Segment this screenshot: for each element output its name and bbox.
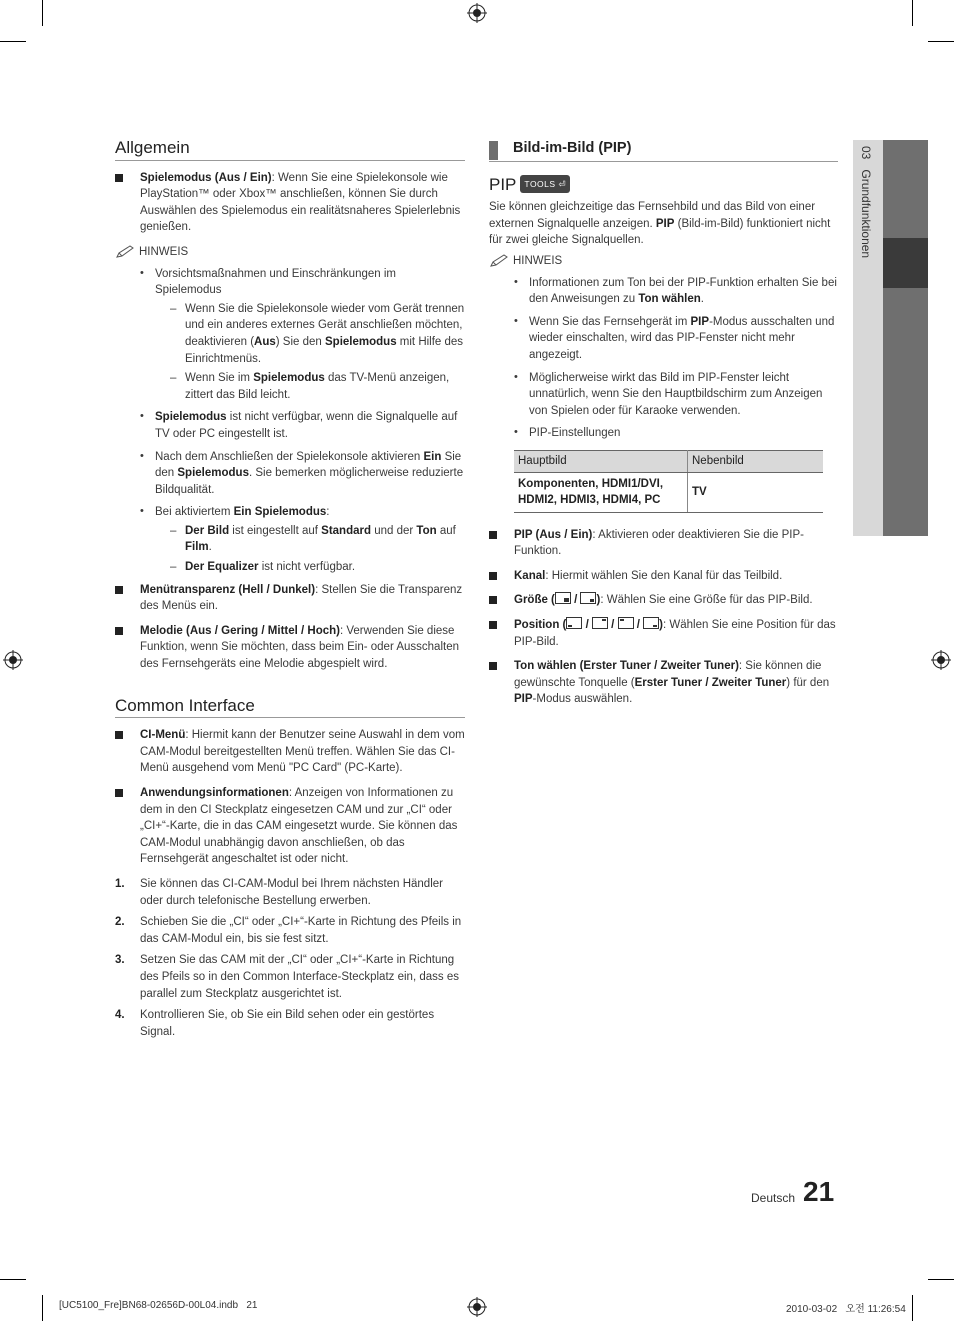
label: Größe ( [514,594,555,607]
label: Melodie (Aus / Gering / Mittel / Hoch) [140,624,340,637]
text: Erster Tuner / Zweiter Tuner [634,676,787,689]
registration-mark-icon [467,1297,487,1317]
text: / [570,594,581,607]
bullet [514,425,838,442]
bullet [140,449,465,499]
pip-position-bottom-left-icon [566,617,582,629]
pip-size-small-icon [555,592,571,604]
step-number: 1. [115,877,125,890]
side-tab [853,140,883,536]
step-text: Sie können das CI-CAM-Modul bei Ihrem nächsten Händler oder durch telefonische Bestellung erwerben. [140,877,443,907]
crop-mark [42,1295,43,1321]
pencil-icon [489,254,509,268]
text: (Bild-im-Bild) funktioniert nicht für zwei gleiche Signalquellen. [489,217,831,247]
crop-mark [928,1279,954,1280]
step [115,1007,465,1040]
label: Spielemodus (Aus / Ein) [140,171,272,184]
crop-mark [0,41,26,42]
table-header: Hauptbild [514,450,688,472]
text: ) für den [786,676,830,689]
step-text: Kontrollieren Sie, ob Sie ein Bild sehen oder ein gestörtes Signal. [140,1009,435,1038]
pip-position-top-left-icon [618,617,634,629]
item-ton-waehlen [489,658,838,708]
label: PIP (Aus / Ein) [514,528,593,541]
text: Der Bild [185,524,230,537]
table-row [514,472,823,512]
print-slug-file: [UC5100_Fre]BN68-02656D-00L04.indb 21 [59,1300,258,1311]
text: Bild-im-Bild (PIP) [513,140,632,156]
table-header: Nebenbild [688,450,824,472]
text: ist eingestellt auf [229,524,322,537]
text: PIP [514,693,533,706]
text: : Anzeigen von Informationen zu dem in den CI Steckplatz eingesetzen CAM und zur „CI“ oder „CI+“-Karte, die in das CAM eingesetzt wurde. Sie können das CAM-Modul unabhängig davon anschließen, ob das Fernsehgerät angeschaltet ist oder nicht. [140,787,458,866]
note-header [489,253,838,270]
pip-size-large-icon [580,592,596,604]
text: Bei aktiviertem [155,506,234,519]
text: PIP [690,315,710,328]
label: Ton wählen (Erster Tuner / Zweiter Tuner) [514,660,739,673]
text: Ein [423,450,442,463]
item-spielemodus [115,170,465,236]
text: ) [659,619,664,632]
bullet [514,314,838,364]
page-number: 21 [803,1176,835,1207]
registration-mark-icon [3,650,23,670]
table-header-row [514,450,823,472]
bullet [140,504,465,575]
bullet [514,370,838,420]
text: : Verwenden Sie diese Funktion, wenn Sie möchten, dass beim Ein- oder Ausschalten des Fernsehgeräts eine Melodie abgespielt wird. [140,624,459,671]
text: Spielemodus [177,467,249,480]
text: Möglicherweise wirkt das Bild im PIP-Fenster leicht unnatürlich, wenn Sie den Hauptbildschirm zum Anzeigen von Spielen oder für Karaoke verwenden. [529,371,823,417]
text: Ton wählen [638,293,701,306]
text: -Modus auswählen. [532,693,633,706]
text: Wenn Sie das Fernsehgerät im [529,315,691,328]
item-menuetransparenz [115,582,465,615]
text: Informationen zum Ton bei der PIP-Funktion erhalten Sie bei den Anweisungen zu [529,276,837,306]
pencil-icon [115,245,135,259]
text: ) [596,594,601,607]
tools-badge [520,175,570,194]
label: Position ( [514,619,567,632]
label: Menütransparenz (Hell / Dunkel) [140,583,316,596]
pip-heading [489,175,838,194]
note-header [115,244,465,261]
dash-item [170,370,465,403]
item-pip [489,527,838,560]
left-column [115,140,465,1045]
text: TOOLS [524,178,556,189]
text: : Stellen Sie die Transparenz des Menüs ein. [140,583,463,613]
text: PIP [655,217,675,230]
text: Aus [254,335,276,348]
bullet [514,275,838,308]
text: PIP-Einstellungen [529,427,621,440]
tools-icon: ⏎ [558,178,567,189]
section-title-pip [489,140,838,162]
text: Spielemodus [253,372,325,385]
note-label: HINWEIS [513,254,563,267]
text: Sie den [155,450,462,480]
pip-position-bottom-right-icon [643,617,659,629]
text: Spielemodus [325,335,397,348]
step-text: Setzen Sie das CAM mit der „CI“ oder „CI+“-Karte in Richtung des Pfeils so in den Common Interface-Steckplatz ein, dass es parallel zum Steckplatz ausgerichtet ist. [140,954,459,1000]
note-label: HINWEIS [139,245,189,258]
step [115,914,465,947]
section-title-allgemein: Allgemein [115,140,465,161]
text: : [326,506,330,519]
text: Ton [416,524,437,537]
text: und der [371,524,417,537]
dash-item [170,559,465,576]
text: : Sie können die gewünschte Tonquelle ( [514,660,822,689]
text: Film [185,541,209,554]
section-title-common-interface: Common Interface [115,698,465,719]
text: auf [436,524,456,537]
text: Wenn Sie im [185,372,254,385]
bullet [140,266,465,404]
text: Ein Spielemodus [233,506,327,519]
side-tab-active [883,238,928,288]
table-cell: Komponenten, HDMI1/DVI, HDMI2, HDMI3, HDMI4, PC [514,472,688,512]
text: : Aktivieren oder deaktivieren Sie die PIP-Funktion. [514,528,804,558]
text: Sie können gleichzeitige das Fernsehbild und das Bild von einer externen Signalquelle anzeigen. [489,201,816,230]
text: / [607,619,618,632]
crop-mark [912,1295,913,1321]
print-slug-date: 2010-03-02 오전 11:26:54 [786,1304,906,1315]
text: ist nicht verfügbar. [258,561,356,574]
table-cell: TV [688,472,824,512]
text: / [582,619,592,632]
text: mit Hilfe des Einrichtmenüs. [185,335,464,365]
crop-mark [42,0,43,26]
item-anwendungsinformationen [115,785,465,868]
text: Vorsichtsmaßnahmen und Einschränkungen im Spielemodus [155,267,396,297]
text: das TV-Menü anzeigen, zittert das Bild leicht. [185,372,450,401]
text: Spielemodus [155,411,227,424]
text: : Hiermit kann der Benutzer seine Auswahl in dem vom CAM-Modul bereitgestellten Menü treffen. Wählen Sie das CI-Menü ausgehend vom Menü "PC Card" (PC-Karte). [140,729,465,775]
right-column [489,140,838,716]
side-tab-strip [883,140,928,536]
crop-mark [928,41,954,42]
label: Anwendungsinformationen [140,787,289,799]
intro-paragraph [489,199,838,249]
crop-mark [0,1279,26,1280]
item-position [489,617,838,650]
pip-settings-table [514,450,823,513]
item-melodie [115,623,465,673]
text: . Sie bemerken möglicherweise reduzierte Bildqualität. [155,467,464,496]
side-tab-label [859,146,873,258]
pip-position-top-right-icon [592,617,608,629]
step-number: 3. [115,954,125,967]
text: : Wählen Sie eine Größe für das PIP-Bild. [600,594,813,607]
chapter-number: 03 [859,146,873,160]
text: Standard [321,524,371,537]
step [115,876,465,909]
step [115,952,465,1002]
item-groesse [489,592,838,609]
step-number: 2. [115,916,125,929]
chapter-title: Grundfunktionen [859,169,873,259]
item-ci-menue [115,727,465,777]
text: : Wenn Sie eine Spielekonsole wie PlayStation™ oder Xbox™ anschließen, können Sie durch Auswählen des Spielemodus ein realitätsnaheres Spielerlebnis genießen. [140,171,461,234]
text: . [208,541,212,554]
dash-item [170,301,465,367]
text: ist nicht verfügbar, wenn die Signalquelle auf TV oder PC eingestellt ist. [155,411,458,440]
text: : Hiermit wählen Sie den Kanal für das Teilbild. [545,569,783,582]
text: : Wählen Sie eine Position für das PIP-Bild. [514,619,836,648]
dash-item [170,523,465,556]
footer-language: Deutsch [751,1191,796,1205]
text: PIP [489,174,517,194]
text: . [700,293,704,306]
item-kanal [489,568,838,585]
registration-mark-icon [931,650,951,670]
step-text: Schieben Sie die „CI“ oder „CI+“-Karte in Richtung des Pfeils in das CAM-Modul ein, bis sie fest sitzt. [140,916,462,945]
bullet [140,409,465,442]
text: Nach dem Anschließen der Spielekonsole aktivieren [155,450,424,463]
text: Wenn Sie die Spielekonsole wieder vom Gerät trennen und ein anderes externes Gerät anschließen möchten, deaktivieren ( [185,302,465,348]
label: Kanal [514,569,546,582]
text: -Modus ausschalten und wieder einschalten, wird das PIP-Fenster nicht mehr angezeigt. [529,315,835,361]
text: / [633,619,644,632]
registration-mark-icon [467,3,487,23]
text: ) Sie den [275,335,326,348]
text: Der Equalizer [185,561,259,574]
step-number: 4. [115,1009,125,1022]
label: CI-Menü [140,729,186,742]
crop-mark [912,0,913,26]
